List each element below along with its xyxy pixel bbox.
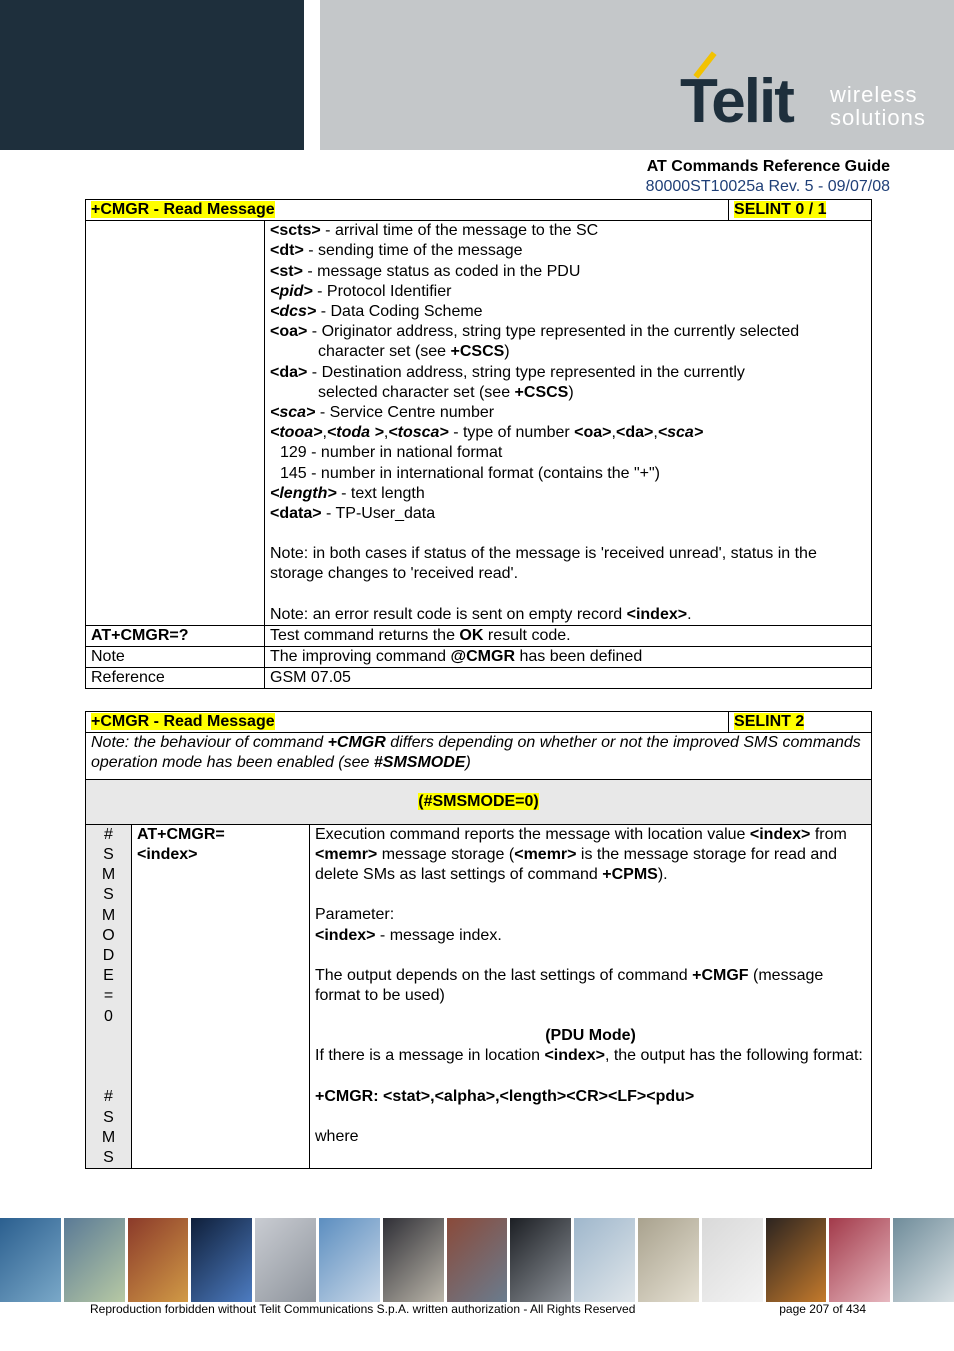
photo-8 — [447, 1218, 508, 1302]
param-oa: <oa> - Originator address, string type represented in the currently selected — [270, 323, 800, 341]
side-char: S — [103, 886, 114, 904]
reference-label: Reference — [86, 668, 265, 689]
side-char: S — [103, 1108, 114, 1126]
photo-5 — [255, 1218, 316, 1302]
param-length: <length> - text length — [270, 484, 425, 502]
cmgr-table-selint01 — [85, 199, 872, 689]
logo-brand: Telit — [680, 67, 793, 136]
table1-params-cell — [265, 221, 872, 626]
table2-intro-note: Note: the behaviour of command +CMGR differs depending on whether or not the improved SMS commands operation mode has been enabled (see #SMSMODE) — [86, 733, 872, 779]
pdu-mode-heading: (PDU Mode) — [545, 1027, 636, 1045]
footer-copyright: Reproduction forbidden without Telit Communications S.p.A. written authorization - All Rights Reserved — [90, 1302, 636, 1316]
number-format-international: 145 - number in international format (contains the "+") — [280, 464, 660, 482]
table1-title: +CMGR - Read Message — [91, 201, 275, 218]
param-item: <dcs> - Data Coding Scheme — [270, 303, 483, 321]
photo-3 — [128, 1218, 189, 1302]
param-item: <pid> - Protocol Identifier — [270, 282, 452, 300]
pdu-format: +CMGR: <stat>,<alpha>,<length><CR><LF><pdu> — [315, 1087, 695, 1105]
logo-sub-solutions: solutions — [830, 105, 926, 130]
table1-empty-cell — [86, 221, 265, 626]
note-label: Note — [86, 647, 265, 668]
side-char — [91, 1047, 126, 1067]
table2-selint: SELINT 2 — [734, 713, 805, 730]
test-command-label: AT+CMGR=? — [86, 625, 265, 646]
pdu-desc: If there is a message in location <index>, the output has the following format: — [315, 1047, 863, 1065]
guide-title: AT Commands Reference Guide — [646, 158, 890, 175]
params-list — [270, 221, 866, 322]
side-char: M — [101, 1128, 116, 1146]
photo-1 — [0, 1218, 61, 1302]
mode-header: (#SMSMODE=0) — [418, 792, 539, 810]
mode-side-chars — [91, 825, 126, 1168]
side-char: M — [101, 906, 116, 924]
photo-6 — [319, 1218, 380, 1302]
param-da: <da> - Destination address, string type represented in the currently — [270, 363, 745, 381]
param-sca: <sca> - Service Centre number — [270, 404, 495, 422]
table1-selint-cell — [729, 200, 872, 221]
note-desc: The improving command @CMGR has been defined — [265, 647, 872, 668]
photo-11 — [638, 1218, 699, 1302]
table2-title-cell — [86, 712, 729, 733]
side-char: E — [103, 967, 114, 985]
where-label: where — [315, 1127, 359, 1145]
header-dark-block — [0, 0, 304, 150]
side-char: M — [101, 866, 116, 884]
photo-4 — [191, 1218, 252, 1302]
cmgr-table-selint2 — [85, 711, 872, 1169]
output-desc: The output depends on the last settings of command +CMGF (message format to be used) — [315, 966, 824, 1005]
param-item: <dt> - sending time of the message — [270, 242, 523, 260]
telit-logo — [680, 48, 930, 136]
photo-7 — [383, 1218, 444, 1302]
note-status-change: Note: in both cases if status of the message is 'received unread', status in the storage changes to 'received read'. — [270, 545, 817, 583]
side-char: S — [103, 1149, 114, 1167]
side-char: S — [103, 846, 114, 864]
photo-12 — [702, 1218, 763, 1302]
photo-9 — [510, 1218, 571, 1302]
guide-revision: 80000ST10025a Rev. 5 - 09/07/08 — [645, 178, 890, 195]
param-index: <index> - message index. — [315, 926, 502, 944]
mode-side-label — [86, 824, 132, 1168]
parameter-label: Parameter: — [315, 906, 395, 924]
side-char: # — [104, 825, 113, 843]
reference-value: GSM 07.05 — [265, 668, 872, 689]
test-command-desc: Test command returns the OK result code. — [265, 625, 872, 646]
side-char: O — [102, 926, 115, 944]
param-type-of-number: <tooa>,<toda >,<tosca> - type of number <oa>,<da>,<sca> — [270, 424, 704, 442]
photo-13 — [766, 1218, 827, 1302]
side-char: # — [104, 1088, 113, 1106]
side-char — [91, 1067, 126, 1087]
execution-command-desc — [310, 824, 872, 1168]
table2-selint-cell — [729, 712, 872, 733]
footer-page-number: page 207 of 434 — [779, 1302, 866, 1316]
param-item: <st> - message status as coded in the PDU — [270, 262, 581, 280]
photo-2 — [64, 1218, 125, 1302]
footer-photo-strip — [0, 1218, 954, 1302]
note-empty-record: Note: an error result code is sent on empty record <index>. — [270, 605, 692, 623]
param-oa-cont: character set (see +CSCS) — [318, 343, 510, 361]
side-char: = — [103, 987, 114, 1005]
param-data: <data> - TP-User_data — [270, 505, 436, 523]
photo-10 — [574, 1218, 635, 1302]
table2-title: +CMGR - Read Message — [91, 713, 275, 730]
table1-selint: SELINT 0 / 1 — [734, 201, 827, 218]
mode-header-cell — [86, 779, 872, 824]
execution-command-label: AT+CMGR= <index> — [132, 824, 310, 1168]
execution-desc: Execution command reports the message with location value <index> from <memr> message storage (<memr> is the message storage for read and delete SMs as last settings of command +CPMS). — [315, 825, 847, 884]
photo-14 — [829, 1218, 890, 1302]
param-item: <scts> - arrival time of the message to the SC — [270, 222, 599, 240]
number-format-national: 129 - number in national format — [280, 444, 503, 462]
param-da-cont: selected character set (see +CSCS) — [318, 383, 574, 401]
side-char: D — [102, 947, 115, 965]
side-char: 0 — [104, 1007, 113, 1025]
table1-title-cell — [86, 200, 729, 221]
page-footer — [90, 1302, 866, 1316]
side-char — [91, 1027, 126, 1047]
photo-15 — [893, 1218, 954, 1302]
logo-sub-wireless: wireless — [830, 82, 918, 107]
